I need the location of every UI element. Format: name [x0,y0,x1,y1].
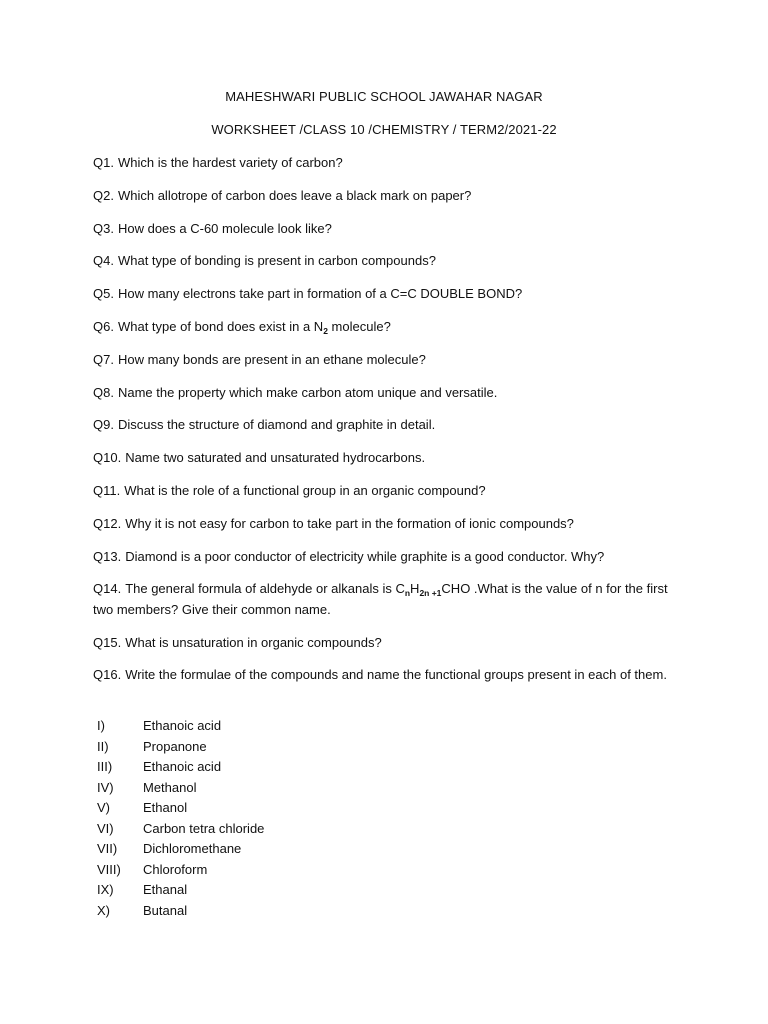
question-text: Name two saturated and unsaturated hydrocarbons. [125,450,426,466]
question-text: What type of bonding is present in carbon compounds? [117,253,436,269]
roman-numeral: II) [97,738,109,754]
question-4 [93,251,683,272]
question-number: Q6. [93,318,114,334]
list-item [97,901,397,922]
question-1 [93,153,683,174]
compound-name: Dichloromethane [143,841,242,856]
question-number: Q14. [93,581,122,597]
list-item [97,778,397,799]
question-number: Q3. [93,220,114,236]
roman-numeral: VIII) [97,861,121,877]
question-number: Q4. [93,253,114,269]
list-item [97,716,397,737]
question-text: The general formula of aldehyde or alkanals is C [125,581,405,597]
question-text-continued: molecule? [327,318,391,334]
roman-numeral: VII) [97,841,118,856]
question-5 [93,284,683,305]
question-text: Which allotrope of carbon does leave a black mark on paper? [117,187,472,203]
question-number: Q7. [93,351,114,367]
question-text: How many bonds are present in an ethane molecule? [117,351,426,367]
question-list [93,153,683,698]
question-16 [93,665,683,686]
question-14 [93,579,683,620]
question-11 [93,481,683,502]
compound-name: Methanol [143,779,197,795]
question-number: Q5. [93,286,114,302]
roman-numeral: IX) [97,882,114,897]
question-text: Write the formulae of the compounds and name the functional groups present in each of them. [125,667,667,683]
compound-name: Ethanal [143,882,188,897]
question-text: How many electrons take part in formation of a C=C DOUBLE BOND? [117,286,523,302]
question-number: Q10. [93,450,122,466]
question-number: Q16. [93,667,122,683]
compound-name: Ethanoic acid [143,718,222,733]
question-8 [93,383,683,404]
question-12 [93,514,683,535]
question-number: Q9. [93,417,114,433]
question-text: What type of bond does exist in a N [117,318,324,334]
question-13 [93,547,683,568]
list-item [97,880,397,901]
list-item [97,798,397,819]
question-text: Which is the hardest variety of carbon? [117,155,343,170]
roman-numeral: III) [97,759,113,774]
list-item [97,737,397,758]
question-7 [93,350,683,371]
compound-name: Ethanol [143,800,188,815]
subscript-2n-plus-1: 2n +1 [419,588,442,599]
question-number: Q12. [93,515,122,531]
list-item [97,860,397,881]
roman-numeral: X) [97,902,110,918]
compound-name: Ethanoic acid [143,759,222,774]
question-text: Why it is not easy for carbon to take part in the formation of ionic compounds? [125,515,574,531]
question-2 [93,186,683,207]
question-text: Discuss the structure of diamond and graphite in detail. [117,417,436,433]
roman-numeral: V) [97,800,110,815]
question-text: What is the role of a functional group in an organic compound? [124,482,486,498]
formula-h: H [410,581,420,597]
compound-name: Carbon tetra chloride [143,820,265,836]
compound-name: Chloroform [143,861,208,877]
question-6 [93,317,683,338]
question-number: Q15. [93,634,122,650]
question-number: Q13. [93,548,122,564]
question-3 [93,219,683,240]
roman-numeral: VI) [97,820,114,836]
question-10 [93,448,683,469]
question-text: Diamond is a poor conductor of electricity while graphite is a good conductor. Why? [125,548,605,564]
question-number: Q2. [93,187,114,203]
question-text: Name the property which make carbon atom unique and versatile. [117,384,498,400]
compound-list [97,716,397,921]
compound-name: Butanal [143,902,188,918]
question-number: Q11. [93,482,121,498]
question-number: Q8. [93,384,114,400]
subscript-n: n [404,588,411,599]
question-text: How does a C-60 molecule look like? [117,220,332,236]
question-number: Q1. [93,155,114,170]
worksheet-subtitle: WORKSHEET /CLASS 10 /CHEMISTRY / TERM2/2021-22 [211,122,557,137]
question-9 [93,415,683,436]
list-item [97,819,397,840]
school-title: MAHESHWARI PUBLIC SCHOOL JAWAHAR NAGAR [225,89,543,104]
roman-numeral: IV) [97,779,114,795]
question-text: What is unsaturation in organic compounds? [125,634,382,650]
subscript: 2 [323,325,328,336]
question-text-continued: CHO .What is the value of n for the first two members? Give their common name. [93,581,668,617]
list-item [97,757,397,778]
question-15 [93,633,683,654]
list-item [97,839,397,860]
roman-numeral: I) [97,718,105,733]
compound-name: Propanone [143,738,207,754]
